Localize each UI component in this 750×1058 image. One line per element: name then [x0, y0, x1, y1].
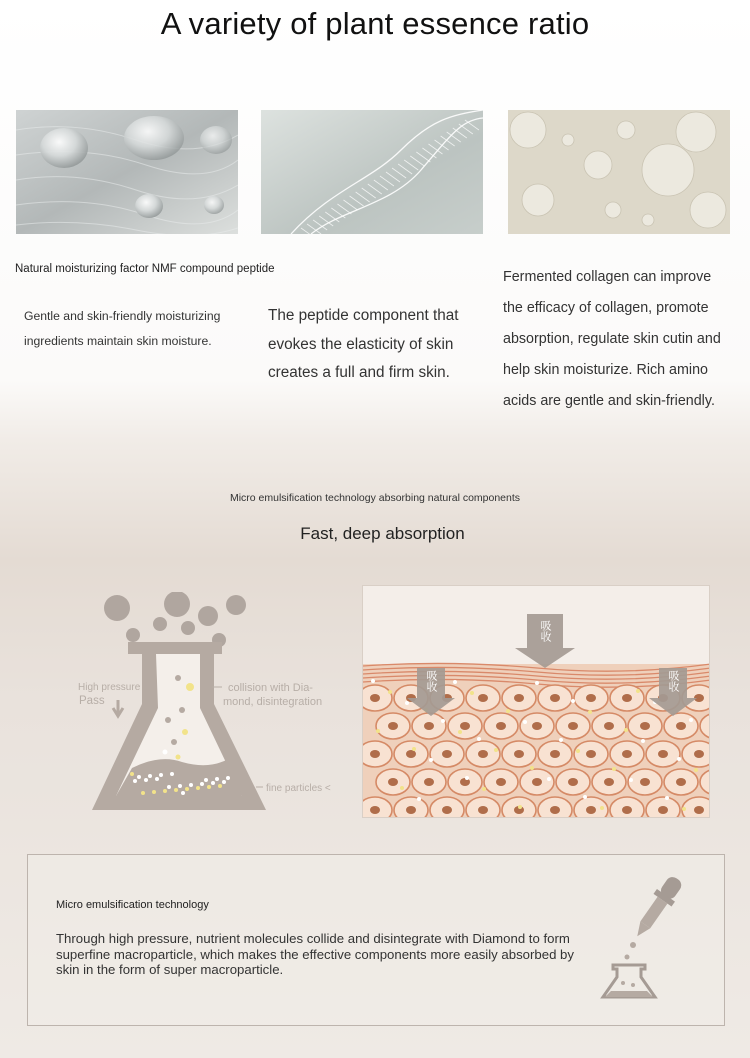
label-collision-2: mond, disintegration [223, 696, 323, 708]
bubbles [104, 592, 246, 647]
water-droplets-photo [16, 110, 238, 234]
pressure-arrow-icon [113, 700, 123, 716]
label-collision-1: collision with Dia- [228, 682, 313, 694]
collagen-bubbles-photo [508, 110, 730, 234]
absorb-label-right: 吸收 [667, 670, 679, 692]
absorption-subtitle: Micro emulsification technology absorbing natural components [229, 492, 521, 504]
feature-text-moisture: Gentle and skin-friendly moisturizing ingredients maintain skin moisture. [24, 309, 221, 348]
absorption-title: Fast, deep absorption [300, 524, 465, 543]
features-subtitle: Natural moisturizing factor NMF compound peptide [15, 263, 275, 275]
info-body: Through high pressure, nutrient molecules collide and disintegrate with Diamond to form superfine macroparticle, which makes the effective components more easily absorbed by skin in the form of super macroparticle. [56, 931, 574, 977]
flask-illustration [70, 592, 360, 824]
dropper-flask-icon [593, 873, 703, 1003]
info-box [27, 854, 725, 1026]
feature-text-peptide: The peptide component that evokes the elasticity of skin creates a full and firm skin. [268, 307, 459, 381]
absorb-label-center: 吸收 [539, 620, 551, 642]
absorb-label-left: 吸收 [425, 670, 437, 692]
label-high-pressure: High pressure [78, 682, 141, 693]
feature-text-collagen: Fermented collagen can improve the efficacy of collagen, promote absorption, regulate skin cutin and help skin moisturize. Rich amino acids are gentle and skin-friendly. [503, 269, 721, 409]
dna-helix-photo [261, 110, 483, 234]
page-title: A variety of plant essence ratio [160, 6, 590, 41]
label-fine-particles: fine particles < [266, 783, 331, 794]
label-pass: Pass [79, 695, 105, 707]
info-title: Micro emulsification technology [56, 899, 209, 911]
skin-diagram [362, 585, 710, 818]
